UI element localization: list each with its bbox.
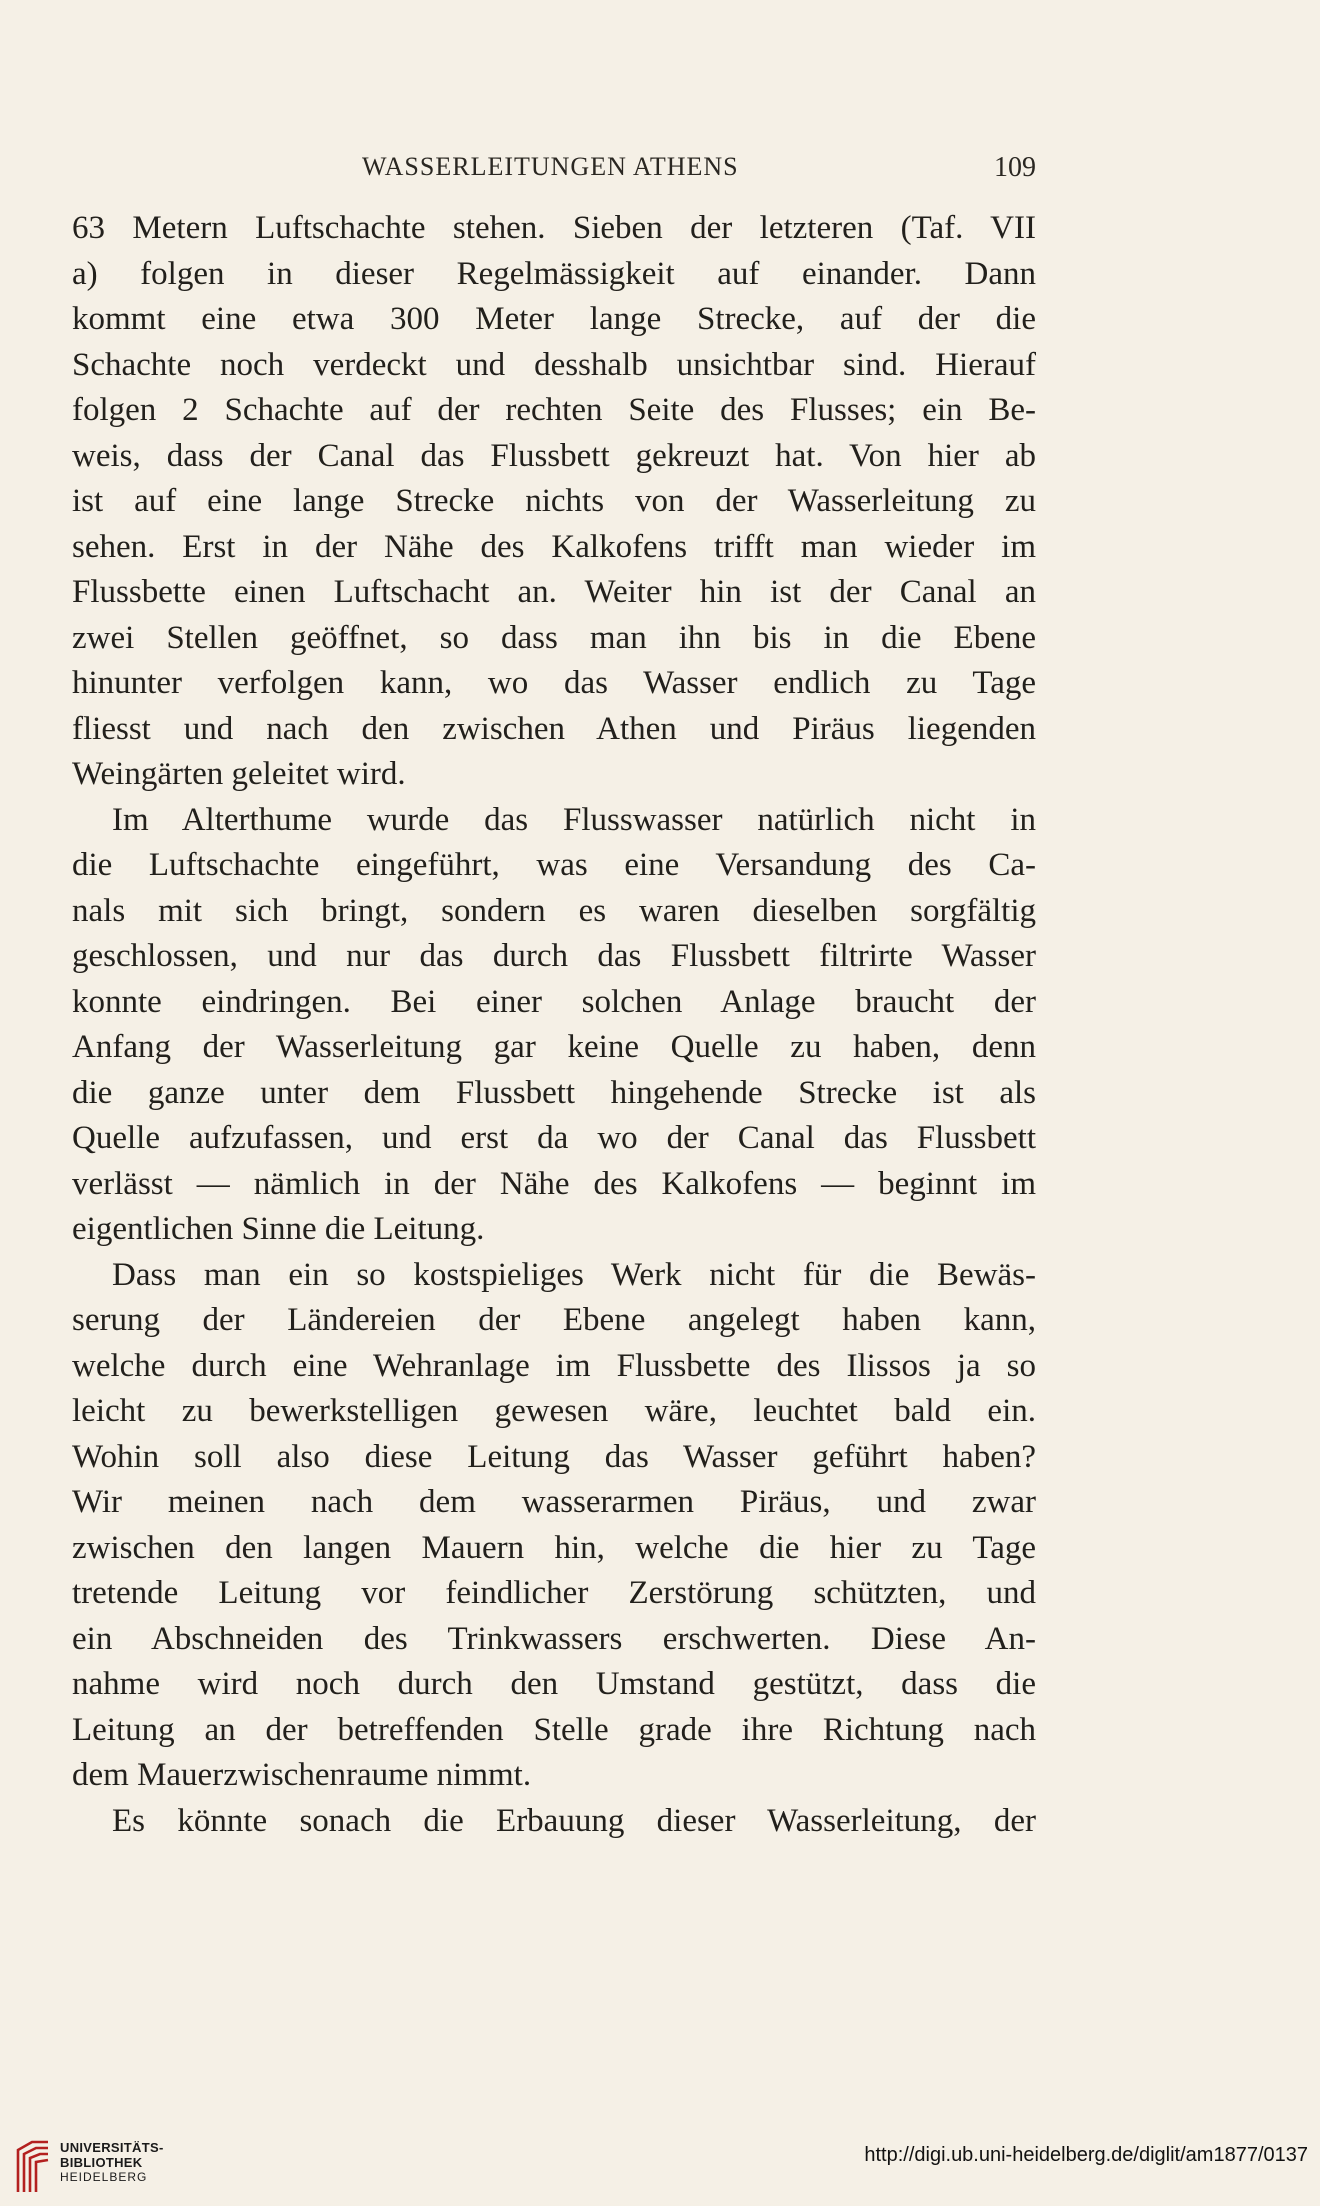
text-line: Flussbette einen Luftschacht an. Weiter hin ist der Canal an: [72, 574, 1036, 610]
page-header: [72, 152, 1036, 192]
text-line: Wohin soll also diese Leitung das Wasser geführt haben?: [72, 1438, 1036, 1475]
page-number: 109: [994, 152, 1036, 183]
text-line: Anfang der Wasserleitung gar keine Quelle zu haben, denn: [72, 1029, 1036, 1065]
text-line: ist auf eine lange Strecke nichts von der Wasserleitung zu: [72, 483, 1036, 519]
text-line: konnte eindringen. Bei einer solchen Anlage braucht der: [72, 983, 1036, 1020]
text-line: a) folgen in dieser Regelmässigkeit auf einander. Dann: [72, 255, 1036, 292]
paragraph-start-line: Im Alterthume wurde das Flusswasser natürlich nicht in: [112, 801, 1036, 838]
text-line: die Luftschachte eingeführt, was eine Versandung des Ca-: [72, 847, 1036, 883]
paragraph-start-line: Dass man ein so kostspieliges Werk nicht für die Bewäs-: [112, 1256, 1036, 1293]
paragraph-start-line: Es könnte sonach die Erbauung dieser Wasserleitung, der: [112, 1802, 1036, 1839]
text-line: verlässt — nämlich in der Nähe des Kalkofens — beginnt im: [72, 1165, 1036, 1202]
text-line: fliesst und nach den zwischen Athen und Piräus liegenden: [72, 710, 1036, 747]
text-line: Quelle aufzufassen, und erst da wo der Canal das Flussbett: [72, 1120, 1036, 1156]
text-line: nahme wird noch durch den Umstand gestützt, dass die: [72, 1666, 1036, 1702]
digitization-footer: [0, 2130, 1320, 2206]
text-line: ein Abschneiden des Trinkwassers erschwerten. Diese An-: [72, 1620, 1036, 1657]
source-url-link[interactable]: http://digi.ub.uni-heidelberg.de/diglit/am1877/0137: [864, 2144, 1308, 2166]
text-line: nals mit sich bringt, sondern es waren dieselben sorgfältig: [72, 892, 1036, 929]
library-name: [60, 2140, 164, 2185]
text-line: kommt eine etwa 300 Meter lange Strecke, auf der die: [72, 301, 1036, 337]
text-line: Wir meinen nach dem wasserarmen Piräus, und zwar: [72, 1484, 1036, 1520]
text-line: zwischen den langen Mauern hin, welche die hier zu Tage: [72, 1529, 1036, 1566]
text-line: sehen. Erst in der Nähe des Kalkofens trifft man wieder im: [72, 528, 1036, 565]
text-line: leicht zu bewerkstelligen gewesen wäre, leuchtet bald ein.: [72, 1393, 1036, 1429]
library-logo-icon: [14, 2138, 52, 2196]
text-line: tretende Leitung vor feindlicher Zerstörung schützten, und: [72, 1575, 1036, 1611]
text-line: dem Mauerzwischenraume nimmt.: [72, 1757, 532, 1793]
library-name-line: UNIVERSITÄTS-: [60, 2140, 164, 2155]
text-line: die ganze unter dem Flussbett hingehende Strecke ist als: [72, 1074, 1036, 1111]
running-head: WASSERLEITUNGEN ATHENS: [362, 152, 739, 181]
text-line: hinunter verfolgen kann, wo das Wasser endlich zu Tage: [72, 665, 1036, 701]
body-text: [72, 206, 1036, 1844]
text-line: zwei Stellen geöffnet, so dass man ihn bis in die Ebene: [72, 619, 1036, 656]
text-line: geschlossen, und nur das durch das Flussbett filtrirte Wasser: [72, 938, 1036, 974]
library-name-line: HEIDELBERG: [60, 2170, 148, 2184]
text-line: serung der Ländereien der Ebene angelegt haben kann,: [72, 1302, 1036, 1338]
text-line: 63 Metern Luftschachte stehen. Sieben der letzteren (Taf. VII: [72, 210, 1036, 246]
text-line: eigentlichen Sinne die Leitung.: [72, 1211, 485, 1247]
text-line: weis, dass der Canal das Flussbett gekreuzt hat. Von hier ab: [72, 437, 1036, 474]
text-line: Weingärten geleitet wird.: [72, 756, 406, 792]
library-name-line: BIBLIOTHEK: [60, 2155, 143, 2170]
text-line: folgen 2 Schachte auf der rechten Seite des Flusses; ein Be-: [72, 392, 1036, 428]
text-line: welche durch eine Wehranlage im Flussbette des Ilissos ja so: [72, 1347, 1036, 1384]
text-line: Schachte noch verdeckt und desshalb unsichtbar sind. Hierauf: [72, 346, 1036, 383]
text-line: Leitung an der betreffenden Stelle grade ihre Richtung nach: [72, 1711, 1036, 1748]
